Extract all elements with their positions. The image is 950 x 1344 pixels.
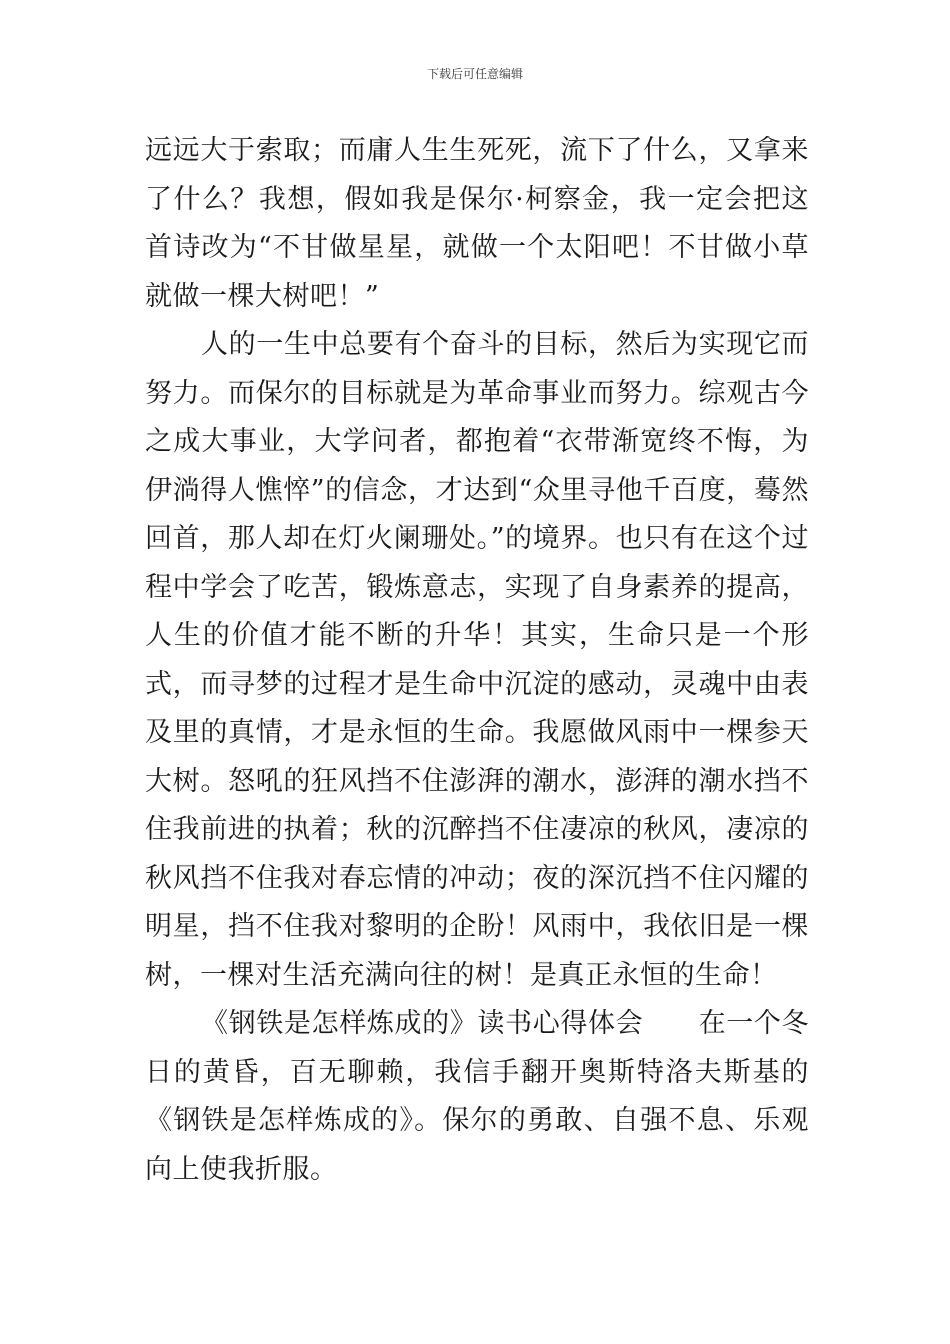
document-body: [145, 127, 809, 1194]
paragraph-2: 人的一生中总要有个奋斗的目标，然后为实现它而努力。而保尔的目标就是为革命事业而努力。综观古今之成大事业，大学问者，都抱着“衣带渐宽终不悔，为伊淌得人憔悴”的信念，才达到“众里寻他千百度，蓦然回首，那人却在灯火阑珊处。”的境界。也只有在这个过程中学会了吃苦，锻炼意志，实现了自身素养的提高，人生的价值才能不断的升华！其实，生命只是一个形式，而寻梦的过程才是生命中沉淀的感动，灵魂中由表及里的真情，才是永恒的生命。我愿做风雨中一棵参天大树。怒吼的狂风挡不住澎湃的潮水，澎湃的潮水挡不住我前进的执着；秋的沉醉挡不住凄凉的秋风，凄凉的秋风挡不住我对春忘情的冲动；夜的深沉挡不住闪耀的明星，挡不住我对黎明的企盼！风雨中，我依旧是一棵树，一棵对生活充满向往的树！是真正永恒的生命！: [145, 329, 809, 991]
page-header: 下载后可任意编辑: [426, 67, 523, 81]
paragraph-1: 远远大于索取；而庸人生生死死，流下了什么，又拿来了什么？我想，假如我是保尔·柯察金，我一定会把这首诗改为“不甘做星星，就做一个太阳吧！不甘做小草就做一棵大树吧！”: [145, 135, 809, 312]
paragraph-3: 《钢铁是怎样炼成的》读书心得体会 在一个冬日的黄昏，百无聊赖，我信手翻开奥斯特洛夫斯基的《钢铁是怎样炼成的》。保尔的勇敢、自强不息、乐观向上使我折服。: [145, 1008, 809, 1185]
